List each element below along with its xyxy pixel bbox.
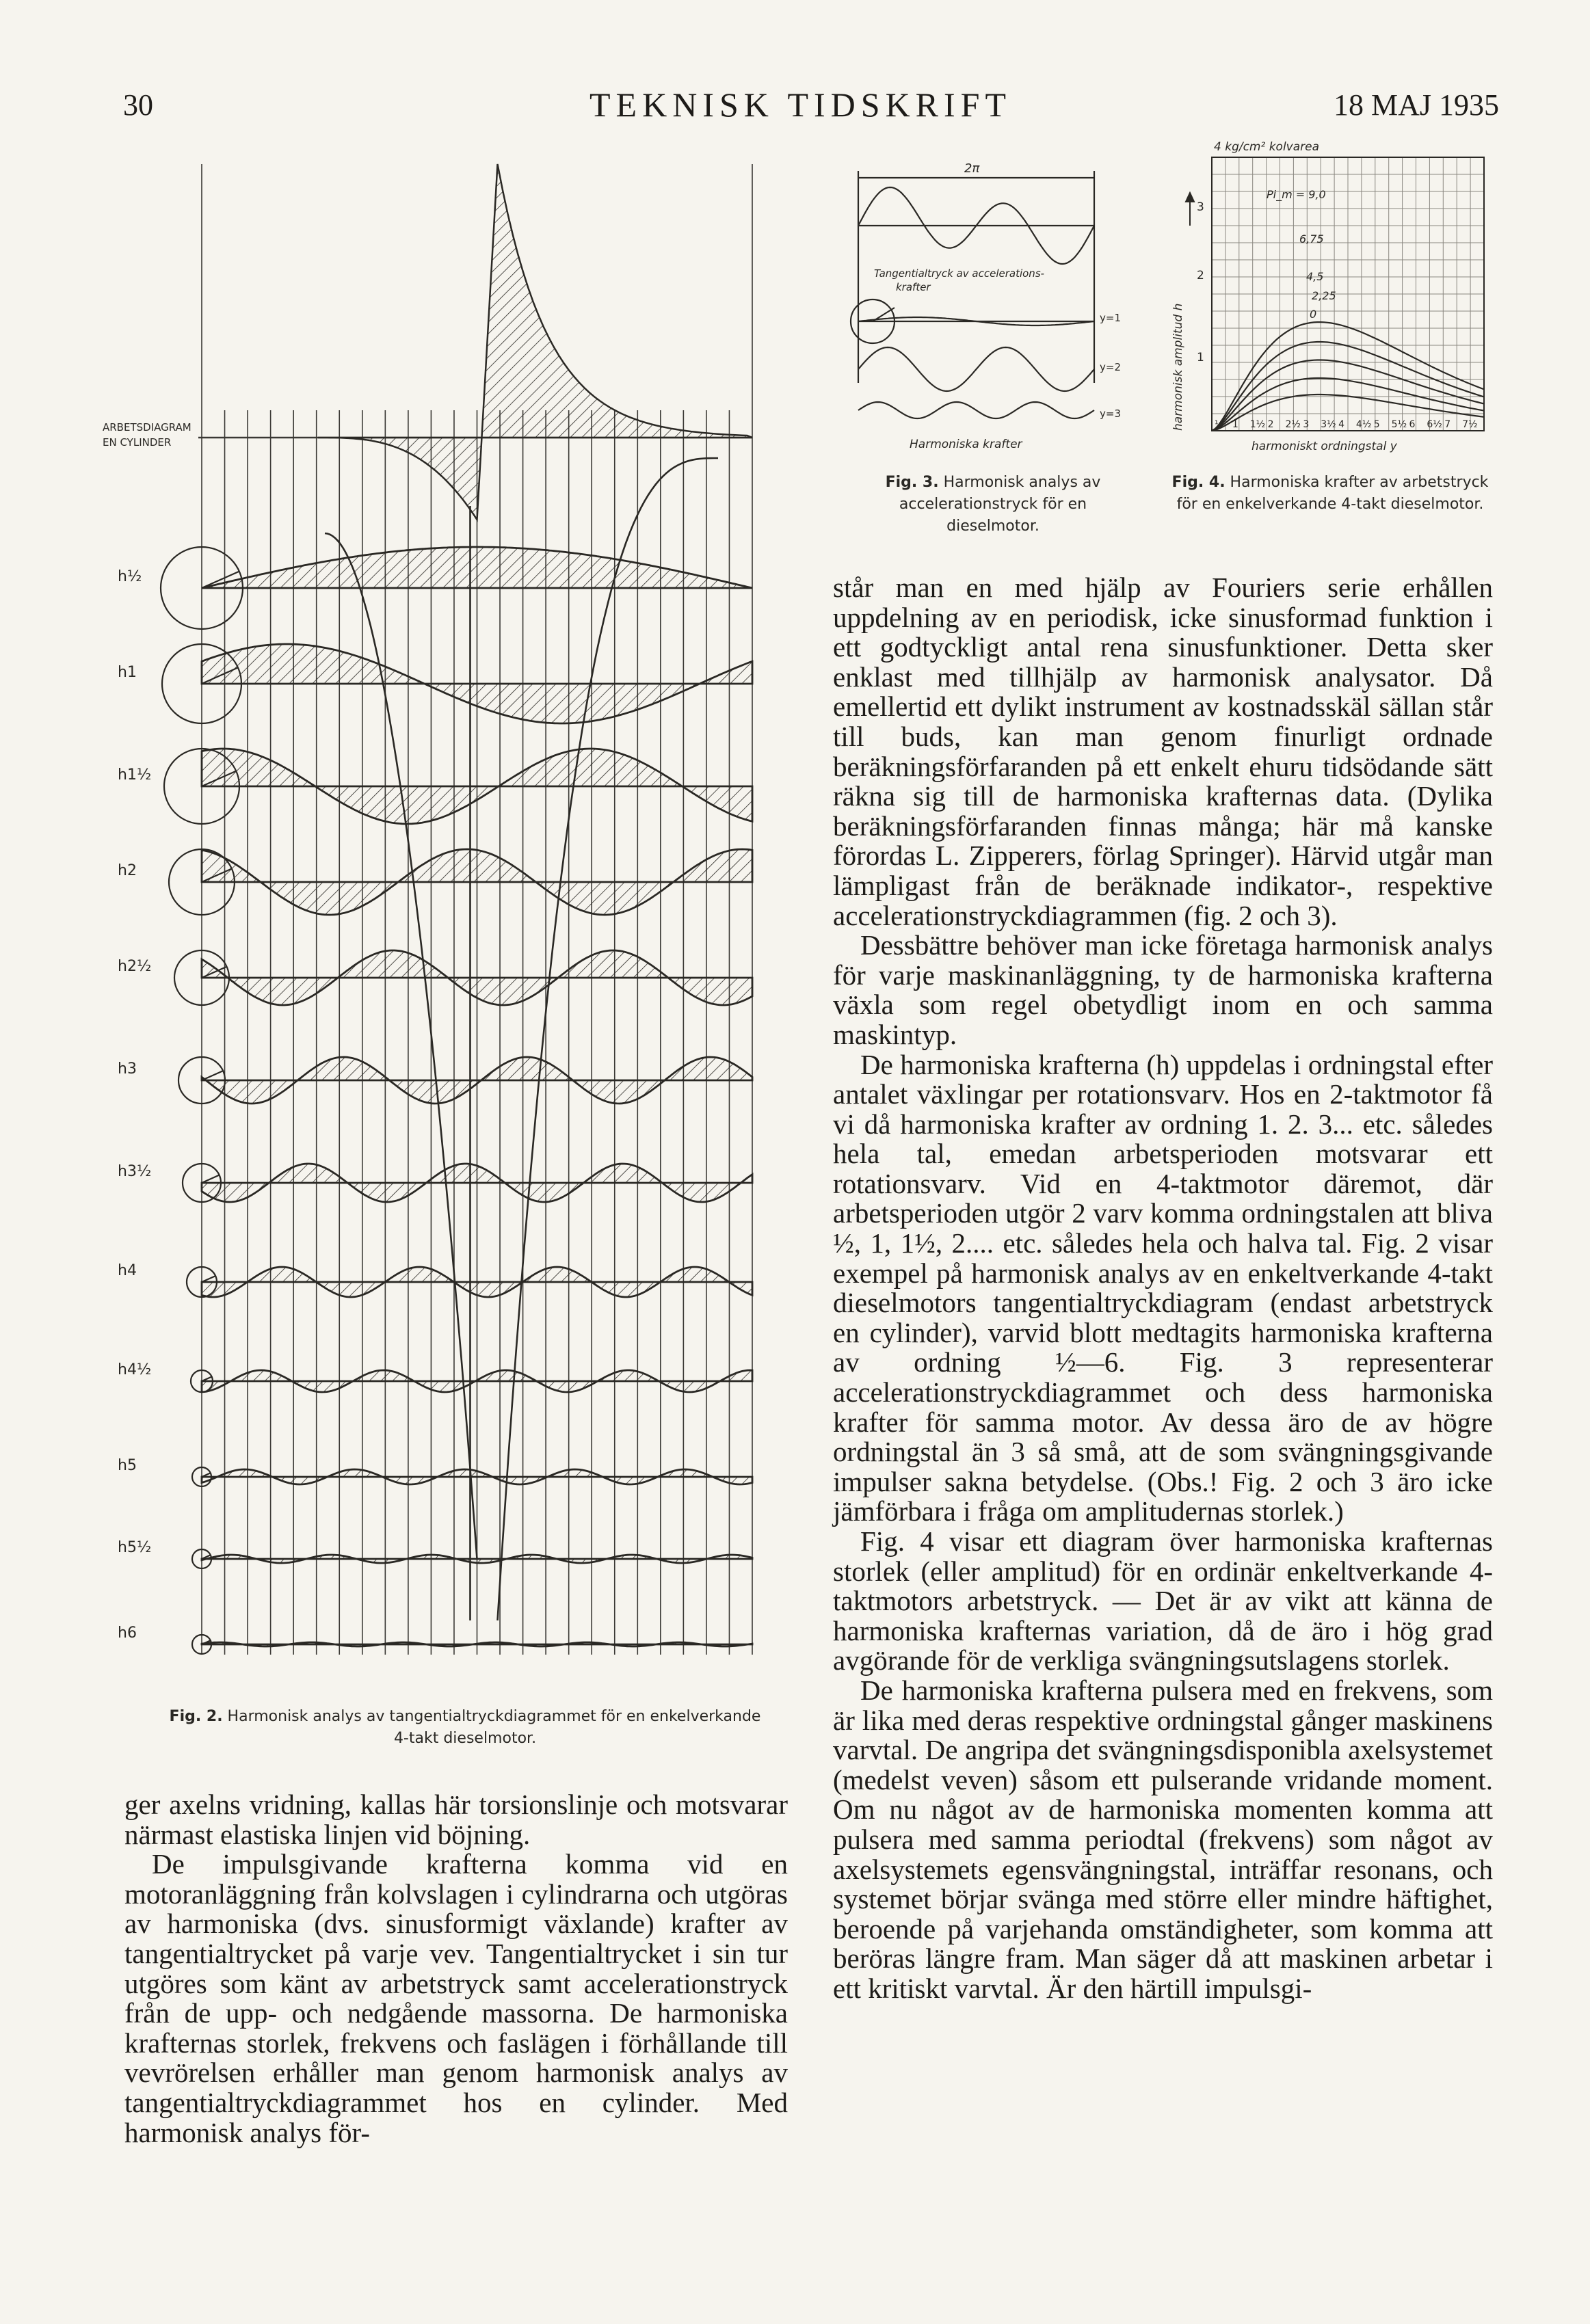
- fig2-harmonic-label: h1: [118, 664, 137, 681]
- fig4-y-axis-label: harmonisk amplitud h: [1171, 303, 1185, 431]
- fig4-x-tick: 4½: [1355, 419, 1372, 430]
- fig3-y2: y=2: [1100, 361, 1121, 373]
- fig4-curve-label-3: 2,25: [1312, 289, 1336, 302]
- fig4-x-tick: ½: [1215, 419, 1224, 430]
- issue-date: 18 MAJ 1935: [1334, 88, 1500, 122]
- fig2-harmonic-label: h1½: [118, 766, 152, 784]
- fig3-y3: y=3: [1100, 408, 1121, 420]
- fig2-harmonic-label: h3½: [118, 1163, 152, 1180]
- fig3-caption-label: Fig. 3.: [885, 474, 939, 491]
- fig4-x-tick: 1: [1232, 419, 1238, 430]
- figure-4-caption: [1163, 472, 1498, 516]
- fig4-caption-label: Fig. 4.: [1171, 474, 1225, 491]
- fig2-phase-vector: [202, 1071, 223, 1080]
- fig4-x-tick: 3: [1303, 419, 1310, 430]
- fig4-top-label: 4 kg/cm² kolvarea: [1214, 140, 1320, 154]
- figure-2-caption: [164, 1706, 766, 1750]
- fig2-harmonic-wave: [202, 547, 752, 588]
- fig3-y1: y=1: [1100, 312, 1121, 324]
- fig4-x-tick: 6½: [1427, 419, 1442, 430]
- fig4-curve-label-4: 0: [1310, 308, 1317, 321]
- fig2-harmonic-label: h4½: [118, 1361, 152, 1378]
- fig2-caption-text: Harmonisk analys av tangentialtryckdiagrammet för en enkelverkande 4-takt dieselmotor.: [227, 1708, 761, 1747]
- fig4-y-tick: 3: [1197, 200, 1204, 214]
- fig2-side-label-2: EN CYLINDER: [103, 436, 172, 449]
- fig3-curve-label-2: krafter: [896, 281, 931, 293]
- figure-2-harmonic-analysis: [103, 150, 769, 1702]
- figure-3-caption: [863, 472, 1123, 537]
- fig3-curve-label-1: Tangentialtryck av accelerations-: [874, 267, 1045, 280]
- right-column-text: [833, 573, 1493, 2004]
- fig2-phase-vector: [202, 1175, 219, 1183]
- fig2-side-label-1: ARBETSDIAGRAM: [103, 421, 191, 433]
- fig3-period-label: 2π: [964, 161, 980, 176]
- left-column-text: [124, 1790, 788, 2148]
- fig2-harmonic-label: h2: [118, 862, 137, 879]
- fig2-harmonic-label: h½: [118, 568, 142, 585]
- right-paragraph-3: De harmoniska krafterna (h) uppdelas i ordningstal efter antalet växlingar per rotationsvarv. Hos en 2-taktmotor få vi då harmoniska krafter av ordning 1. 2. 3... etc. således hela tal, emedan arbetsperioden motsvarar ett rotationsvarv. Vid en 4-taktmotor däremot, där arbetsperioden utgör 2 varv komma ordningstalen att bliva ½, 1, 1½, 2.... etc. således hela och halva tal. Fig. 2 visar exempel på harmonisk analys av en enkeltverkande 4-takt dieselmotors tangentialtryckdiagram (endast arbetstryck en cylinder), varvid blott medtagits harmoniska krafterna av ordning ½—6. Fig. 3 representerar accelerationstryckdiagrammet och dess harmoniska krafter för samma motor. Av dessa äro de av högre ordningstal än 3 så små, att de som svängningsgivande impulser sakna betydelse. (Obs.! Fig. 2 och 3 äro icke jämförbara i fråga om amplitudernas storlek.): [833, 1048, 1493, 1527]
- fig4-x-tick: 1½: [1249, 419, 1266, 430]
- fig2-harmonic-label: h6: [118, 1625, 137, 1642]
- fig4-curve-label-2: 4,5: [1306, 270, 1324, 283]
- fig2-summation-curve: [498, 458, 719, 1620]
- left-paragraph-1: ger axelns vridning, kallas här torsionslinje och motsvarar närmast elastiska linjen vid böjning.: [124, 1789, 788, 1850]
- fig4-caption-text: Harmoniska krafter av arbetstryck för en enkelverkande 4-takt dieselmotor.: [1176, 474, 1489, 513]
- fig2-harmonic-label: h3: [118, 1060, 137, 1078]
- fig4-x-tick: 4: [1338, 419, 1344, 430]
- right-paragraph-5: De harmoniska krafterna pulsera med en frekvens, som är lika med deras respektive ordningstal gånger maskinens varvtal. De angripa det svängningsdisponibla axelsystemet (medelst veven) såsom ett pulserande vridande moment. Om nu något av de harmoniska momenten komma att pulsera med samma periodtal (frekvens) som något av axelsystemets egensvängningstal, inträffar resonans, och systemet börjar svänga med större eller mindre häftighet, beroende på varjehanda omständigheter, som komma att beröras längre fram. Man säger då att maskinen arbetar i ett kritiskt varvtal. Är den härtill impulsgi-: [833, 1674, 1493, 2004]
- fig4-x-tick: 2½: [1285, 419, 1301, 430]
- journal-title: TEKNISK TIDSKRIFT: [589, 85, 1012, 124]
- figure-4-harmonic-amplitudes: [1163, 130, 1498, 465]
- page-number: 30: [123, 88, 153, 122]
- right-paragraph-1: står man en med hjälp av Fouriers serie erhållen uppdelning av en periodisk, icke sinusformad funktion i ett godtyckligt antal rena sinusfunktioner. Detta sker enklast med tillhjälp av harmonisk analysator. Då emellertid ett dylikt instrument av kostnadsskäl sällan står till buds, kan man genom finurligt ordnade beräkningsförfaranden på ett enkelt ehuru tidsödande sätt räkna sig till de harmoniska krafternas data. (Dylika beräkningsförfaranden finnas många; här må kanske förordas L. Zipperers, förlag Springer). Härvid utgår man lämpligast från de beräknade indikator-, respektive accelerationstryckdiagrammen (fig. 2 och 3).: [833, 572, 1493, 931]
- fig3-bottom-label: Harmoniska krafter: [910, 438, 1022, 451]
- fig4-curve-label-1: 6,75: [1299, 232, 1324, 245]
- figure-3-acceleration-analysis: [848, 157, 1149, 465]
- fig2-working-diagram: [318, 164, 752, 520]
- fig4-y-tick: 1: [1197, 351, 1204, 364]
- fig2-harmonic-label: h5: [118, 1457, 137, 1474]
- fig4-x-tick: 5½: [1391, 419, 1407, 430]
- right-paragraph-4: Fig. 4 visar ett diagram över harmoniska krafternas storlek (eller amplitud) för en ordinär enkeltverkande 4-taktmotors arbetstryck. — Det är av vikt att känna de harmoniska krafternas variation, då de äro i hög grad avgörande för de verkliga svängningsutslagens storlek.: [833, 1525, 1493, 1677]
- fig4-x-tick: 6: [1409, 419, 1416, 430]
- fig4-x-tick: 7: [1444, 419, 1451, 430]
- fig4-x-tick: 7½: [1462, 419, 1478, 430]
- fig4-curve-label-0: Pi_m = 9,0: [1267, 188, 1326, 201]
- fig4-x-tick: 5: [1373, 419, 1380, 430]
- fig2-harmonic-label: h2½: [118, 958, 152, 975]
- fig2-harmonic-label: h4: [118, 1262, 137, 1279]
- fig2-harmonic-label: h5½: [118, 1539, 152, 1556]
- fig4-x-tick: 2: [1267, 419, 1274, 430]
- fig2-caption-label: Fig. 2.: [169, 1708, 223, 1725]
- fig4-x-axis-label: harmoniskt ordningstal y: [1251, 440, 1397, 453]
- right-paragraph-2: Dessbättre behöver man icke företaga harmonisk analys för varje maskinanläggning, ty de harmoniska krafterna växla som regel obetydligt inom en och samma maskintyp.: [833, 929, 1493, 1050]
- fig4-y-tick: 2: [1197, 269, 1204, 282]
- fig3-caption-text: Harmonisk analys av accelerationstryck för en dieselmotor.: [899, 474, 1101, 535]
- left-paragraph-2: De impulsgivande krafterna komma vid en motoranläggning från kolvslagen i cylindrarna och utgöras av harmoniska (dvs. sinusformigt växlande) krafter av tangentialtrycket på varje vev. Tangentialtrycket i sin tur utgöres som känt av arbetstryck samt accelerationstryck från de upp- och nedgående massorna. De harmoniska krafternas storlek, frekvens och faslägen i förhållande till vevrörelsen erhåller man genom harmonisk analys av tangentialtryckdiagrammet hos en cylinder. Med harmonisk analys för-: [124, 1848, 788, 2148]
- fig4-x-tick: 3½: [1321, 419, 1336, 430]
